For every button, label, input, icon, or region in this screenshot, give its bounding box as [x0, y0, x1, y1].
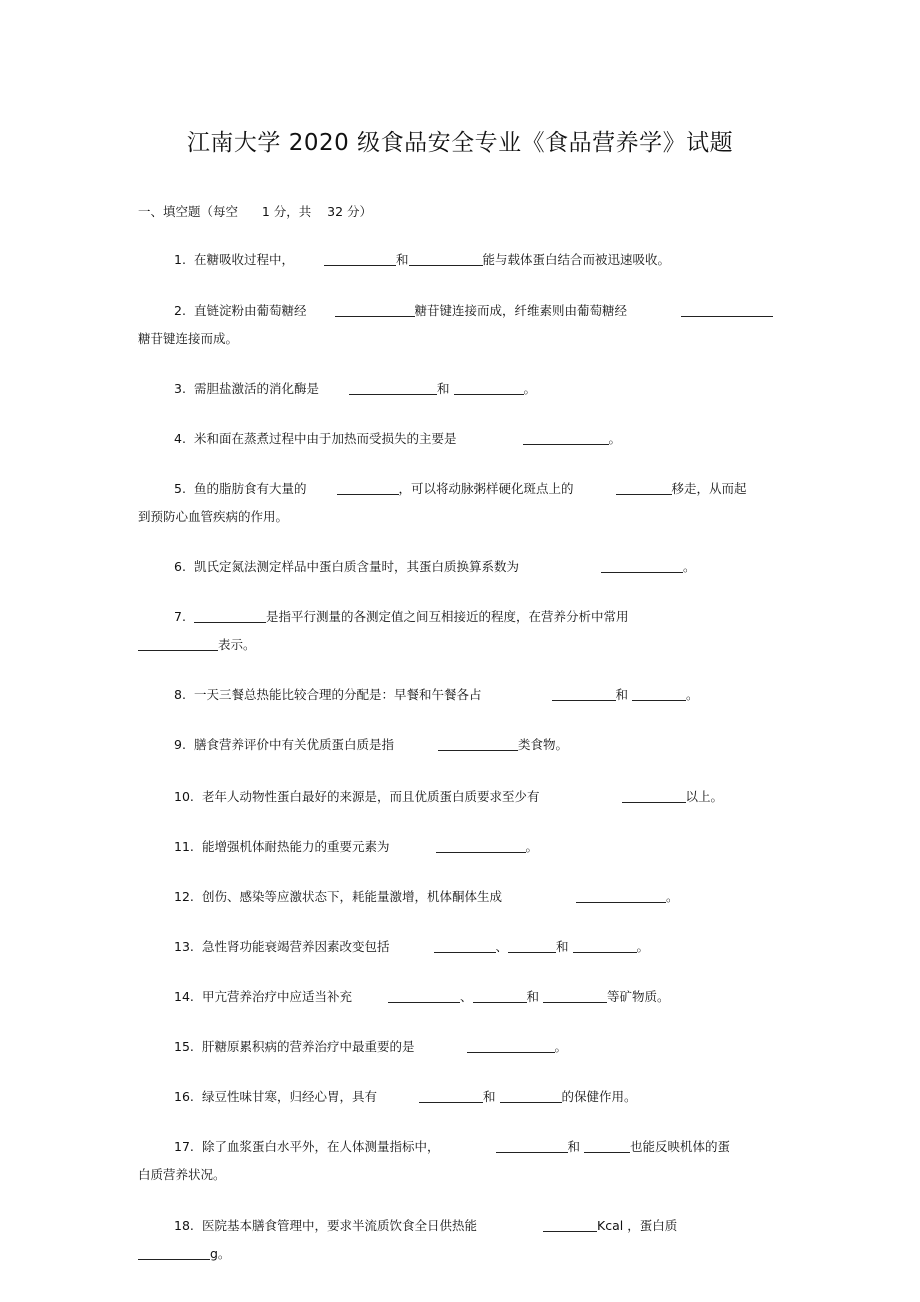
exam-title: 江南大学 2020 级食品安全专业《食品营养学》试题 [186, 130, 734, 156]
answer-blank[interactable] [543, 1217, 597, 1232]
question-number: 12. [174, 889, 194, 904]
answer-blank[interactable] [523, 430, 609, 445]
answer-blank[interactable] [552, 686, 616, 701]
answer-blank[interactable] [434, 938, 496, 953]
answer-blank[interactable] [138, 1245, 210, 1260]
section-heading: 一、填空题（每空 1 分，共 32 分） [138, 204, 373, 219]
question-number: 7. [174, 609, 186, 624]
question-number: 18. [174, 1218, 194, 1233]
question-9: 9. 膳食营养评价中有关优质蛋白质是指 类食物。 [174, 731, 568, 759]
question-3: 3. 需胆盐激活的消化酶是 和 。 [174, 375, 536, 403]
answer-blank[interactable] [388, 988, 460, 1003]
answer-blank[interactable] [337, 480, 399, 495]
answer-blank[interactable] [616, 480, 672, 495]
answer-blank[interactable] [500, 1088, 562, 1103]
question-number: 4. [174, 431, 186, 446]
question-5-continued: 到预防心血管疾病的作用。 [138, 509, 289, 524]
question-number: 2. [174, 303, 186, 318]
question-number: 5. [174, 481, 186, 496]
question-number: 11. [174, 839, 194, 854]
question-number: 10. [174, 789, 194, 804]
answer-blank[interactable] [138, 636, 218, 651]
question-number: 6. [174, 559, 186, 574]
question-number: 17. [174, 1139, 194, 1154]
question-number: 15. [174, 1039, 194, 1054]
question-1: 1. 在糖吸收过程中， 和 能与载体蛋白结合而被迅速吸收。 [174, 246, 670, 274]
question-17-continued: 白质营养状况。 [138, 1167, 226, 1182]
question-7: 7. 是指平行测量的各测定值之间互相接近的程度，在营养分析中常用 [174, 603, 629, 631]
answer-blank[interactable] [436, 838, 526, 853]
question-2-continued: 糖苷键连接而成。 [138, 331, 239, 346]
question-18-continued: g。 [138, 1240, 230, 1268]
answer-blank[interactable] [324, 251, 396, 266]
question-number: 9. [174, 737, 186, 752]
question-14: 14. 甲亢营养治疗中应适当补充 、 和 等矿物质。 [174, 983, 670, 1011]
question-number: 14. [174, 989, 194, 1004]
answer-blank[interactable] [194, 608, 266, 623]
question-5: 5. 鱼的脂肪食有大量的 ，可以将动脉粥样硬化斑点上的 移走，从而起 [174, 475, 747, 503]
question-number: 13. [174, 939, 194, 954]
question-16: 16. 绿豆性味甘寒，归经心胃，具有 和 的保健作用。 [174, 1083, 637, 1111]
question-number: 8. [174, 687, 186, 702]
answer-blank[interactable] [419, 1088, 483, 1103]
question-13: 13. 急性肾功能衰竭营养因素改变包括 、 和 。 [174, 933, 649, 961]
answer-blank[interactable] [508, 938, 556, 953]
answer-blank[interactable] [681, 302, 773, 317]
question-11: 11. 能增强机体耐热能力的重要元素为 。 [174, 833, 538, 861]
question-17: 17. 除了血浆蛋白水平外，在人体测量指标中， 和 也能反映机体的蛋 [174, 1133, 730, 1161]
question-number: 1. [174, 252, 186, 267]
question-12: 12. 创伤、感染等应激状态下，耗能量激增，机体酮体生成 。 [174, 883, 679, 911]
answer-blank[interactable] [543, 988, 607, 1003]
question-10: 10. 老年人动物性蛋白最好的来源是，而且优质蛋白质要求至少有 以上。 [174, 783, 723, 811]
answer-blank[interactable] [576, 888, 666, 903]
question-number: 16. [174, 1089, 194, 1104]
answer-blank[interactable] [601, 558, 683, 573]
answer-blank[interactable] [454, 380, 524, 395]
answer-blank[interactable] [467, 1038, 555, 1053]
answer-blank[interactable] [632, 686, 686, 701]
question-8: 8. 一天三餐总热能比较合理的分配是：早餐和午餐各占 和 。 [174, 681, 699, 709]
answer-blank[interactable] [349, 380, 437, 395]
question-15: 15. 肝糖原累积病的营养治疗中最重要的是 。 [174, 1033, 567, 1061]
answer-blank[interactable] [473, 988, 527, 1003]
question-7-continued: 表示。 [138, 631, 256, 659]
answer-blank[interactable] [335, 302, 415, 317]
answer-blank[interactable] [409, 251, 483, 266]
question-4: 4. 米和面在蒸煮过程中由于加热而受损失的主要是 。 [174, 425, 621, 453]
answer-blank[interactable] [573, 938, 637, 953]
question-text: 在糖吸收过程中， [194, 252, 295, 267]
question-number: 3. [174, 381, 186, 396]
answer-blank[interactable] [584, 1138, 630, 1153]
answer-blank[interactable] [438, 736, 518, 751]
question-6: 6. 凯氏定氮法测定样品中蛋白质含量时，其蛋白质换算系数为 。 [174, 553, 696, 581]
question-2: 2. 直链淀粉由葡萄糖经 糖苷键连接而成，纤维素则由葡萄糖经 [174, 297, 773, 325]
answer-blank[interactable] [622, 788, 686, 803]
question-18: 18. 医院基本膳食管理中，要求半流质饮食全日供热能 Kcal ，蛋白质 [174, 1212, 677, 1240]
answer-blank[interactable] [496, 1138, 568, 1153]
